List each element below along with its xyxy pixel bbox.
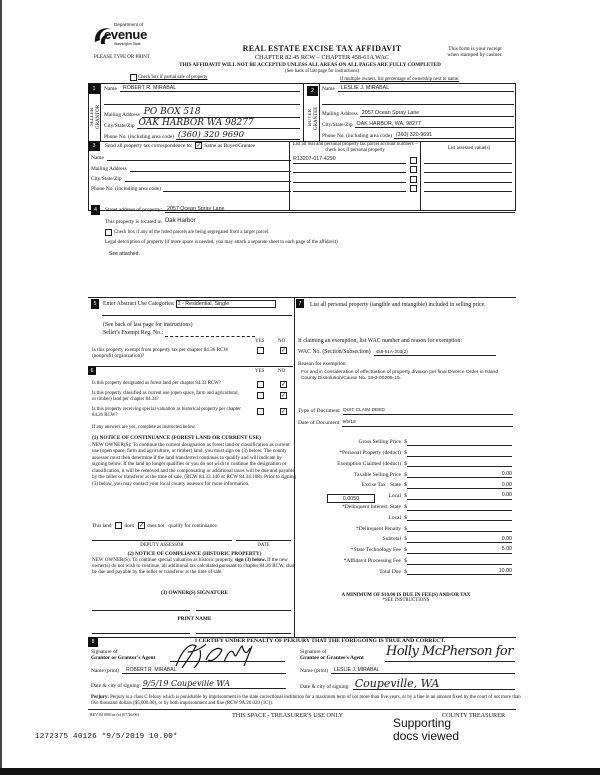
doc-type-field[interactable]: QUIT CLAIM DEED	[343, 408, 513, 415]
deputy-assessor-label: DEPUTY ASSESSOR	[140, 543, 184, 548]
divider	[88, 297, 516, 298]
corr-phone-row	[91, 186, 291, 192]
buyer-phone-field[interactable]: (360) 320-9691	[394, 132, 514, 139]
delinquent-interest-state-field[interactable]	[407, 510, 512, 511]
parcel-row	[293, 154, 417, 164]
affidavit-processing-fee-field[interactable]	[407, 564, 512, 565]
grantee-date-label: Date & city of signing:	[300, 683, 350, 690]
seller-city-field[interactable]: OAK HARBOR WA 98277	[137, 119, 300, 129]
assessor-date-label: DATE	[257, 543, 270, 548]
print-name-line-1[interactable]	[92, 633, 190, 634]
state-technology-fee-field[interactable]: 5.00	[407, 546, 512, 553]
historic-yes-checkbox[interactable]	[257, 408, 264, 415]
buyer-phone-label: Phone No. (including area code)	[322, 132, 392, 139]
partial-sale-row	[130, 74, 208, 81]
buyer-mailing-row	[322, 110, 514, 117]
nonprofit-yes-checkbox[interactable]	[257, 347, 264, 354]
seller-mailing-label: Mailing Address	[104, 111, 140, 118]
does-qualify-checkbox[interactable]	[115, 522, 122, 529]
currency-symbol: $	[404, 439, 407, 446]
buyer-name-line-2[interactable]	[322, 104, 514, 105]
treasurer-use-label: THIS SPACE - TREASURER'S USE ONLY	[232, 712, 344, 719]
partial-sale-label: Check box if partial sale of property	[138, 75, 208, 81]
exempt-reg-label: Seller's Exempt Reg. No.:	[103, 330, 164, 336]
grantor-signature-icon[interactable]	[172, 640, 262, 670]
receipt-note	[430, 46, 520, 59]
currency-symbol: $	[404, 547, 407, 554]
minimum-due-note: A MINIMUM OF $10.00 IS DUE IN FEE(S) AND/OR TAX	[341, 592, 471, 598]
owner-signature-line-2[interactable]	[196, 610, 291, 611]
dor-logo	[92, 22, 152, 52]
receipt-line-1: This form is your receipt	[448, 46, 502, 52]
divider	[303, 83, 304, 141]
stamp-line-2: docs viewed	[393, 729, 460, 744]
currency-symbol: $	[404, 450, 407, 456]
currency-symbol: $	[404, 557, 407, 564]
reason-label: Reason for exemption	[298, 361, 346, 367]
currency-symbol: $	[404, 514, 407, 521]
divider	[294, 297, 295, 637]
does-label: does	[124, 522, 134, 529]
wac-label: WAC No. (Section/Subsection)	[298, 349, 371, 355]
scan-bottom-border	[0, 768, 600, 775]
tax-row-label: *Delinquent Penalty	[355, 525, 401, 532]
section-5-line	[102, 315, 292, 316]
owner-signature-title: (3) OWNER(S) SIGNATURE	[161, 590, 228, 596]
located-label: This property is located in	[105, 218, 162, 225]
tax-row-excise-local	[300, 489, 512, 500]
subtotal-field[interactable]: 0.00	[407, 536, 512, 543]
use-category-row	[103, 300, 276, 308]
grantor-name-label: Name (print)	[91, 667, 119, 674]
buyer-city-row	[322, 121, 514, 128]
corr-mailing-row	[91, 166, 291, 172]
owner-signature-line-1[interactable]	[92, 610, 190, 611]
grantee-signature-line[interactable]	[385, 661, 515, 662]
grantee-name-label: Name (print)	[300, 667, 328, 674]
currency-symbol: $	[404, 536, 407, 543]
buyer-side-label: BUYER GRANTEE	[308, 106, 319, 130]
see-back-text: (See back of last page for instructions)	[284, 69, 360, 74]
yes-header: YES	[255, 369, 265, 374]
parcels-header: List all real and personal property tax parcel account numbers – check box if personal property	[292, 142, 418, 153]
grantor-date-row	[91, 679, 286, 689]
form-number: REV 84 0001ae (a) (07/26/06)	[90, 712, 139, 717]
corr-phone-label: Phone No. (including area code)	[91, 186, 161, 192]
assessor-date-line[interactable]	[236, 540, 291, 541]
tax-row-label: Local	[388, 493, 401, 500]
county-treasurer-label: COUNTY TREASURER	[442, 712, 506, 719]
notice-compliance-text-b: If the new owner(s) do not wish to continue, all additional tax calculated pursuant to chapter 84.26 RCW, shall be due and payable by the seller or transferor at the time of sale.	[92, 557, 296, 576]
wac-row	[298, 349, 496, 356]
form-title: REAL ESTATE EXCISE TAX AFFIDAVIT	[242, 44, 402, 53]
exempt-reg-row	[103, 330, 255, 337]
tax-row-delinquent-interest-local	[300, 511, 512, 522]
section-3-number: 3	[88, 141, 100, 151]
segregated-label: Check box if any of the listed parcels are being segregated from a larger parcel.	[114, 230, 270, 236]
parcel-number-field[interactable]: R13207-017-4290	[293, 156, 406, 164]
currency-symbol: $	[404, 471, 407, 478]
parcel-number-field[interactable]	[293, 175, 406, 183]
segregated-row	[105, 229, 269, 236]
doc-type-label: Type of Document	[298, 408, 340, 415]
personal-property-checkbox[interactable]	[410, 166, 417, 173]
corr-mailing-field[interactable]	[130, 167, 291, 172]
corr-name-label: Name	[91, 155, 104, 161]
notice-continuance-text: NEW OWNER(S): To continue the current designation as forest land or classification as current use (open space, farm and agriculture, or timber) land, you must sign on (3) below. The county assessor must then determine if the land transferred continues to qualify and will indicate by signing below. If the land no longer qualifies or you do not wish to continue the designation or classification, it will be removed and the compensating or additional taxes will be due and payable by the seller or transferor at the time of sale. (RCW 84.33.140 or RCW 84.34.108). Prior to signing (3) below, you may contact your local county assessor for more information.	[92, 442, 297, 487]
buyer-name-label: Name	[322, 85, 335, 92]
seller-city-label: City/State/Zip	[104, 122, 135, 129]
tax-calculation-table	[300, 435, 512, 575]
segregated-checkbox[interactable]	[105, 229, 112, 236]
total-due-field[interactable]: 10.00	[407, 568, 512, 575]
tax-row-label: *State Technology Fee	[350, 547, 401, 554]
stamp-line-1: Supporting	[393, 716, 452, 730]
logo-dept-text: Department of	[114, 22, 144, 27]
no-header: NO	[278, 369, 286, 374]
supporting-docs-stamp	[393, 717, 459, 743]
corr-name-row	[91, 155, 291, 161]
receipt-stamp: 1272375 40126 *9/5/2019 10.00*	[35, 733, 178, 741]
tax-row-delinquent-interest-state	[300, 500, 512, 511]
no-header: NO	[278, 339, 286, 344]
doc-date-label: Date of Document	[298, 420, 340, 427]
current-use-question: Is this property classified as current use (open space, farm and agricultural, or timber) land per chapter 84.34?	[92, 391, 239, 402]
tax-row-label: *Personal Property (deduct)	[339, 450, 401, 456]
continuance-row	[92, 522, 218, 529]
divider	[319, 83, 320, 141]
print-name-title: PRINT NAME	[177, 616, 212, 622]
divider	[88, 709, 516, 710]
located-city-field[interactable]: Oak Harbor	[164, 218, 196, 224]
delinquent-interest-local-field[interactable]	[407, 520, 512, 521]
buyer-city-field[interactable]: OAK HARBOR, WA, 98277	[355, 121, 514, 128]
seller-phone-row	[104, 129, 300, 140]
use-category-select[interactable]: 1 - Residential, Single	[176, 300, 276, 308]
section-4-number: 4	[91, 205, 100, 215]
current-use-yes-checkbox[interactable]	[257, 392, 264, 399]
assessed-value-field[interactable]	[424, 164, 512, 174]
tax-row-label: Local	[388, 514, 401, 521]
divider	[100, 83, 101, 141]
grantor-date-label: Date & city of signing:	[91, 682, 141, 689]
excise-tax-local-field[interactable]: 0.00	[407, 492, 512, 499]
same-as-buyer-checkbox[interactable]: ✓	[196, 142, 202, 149]
excise-tax-state-field[interactable]: 0.00	[407, 482, 512, 489]
scan-left-border	[0, 0, 2, 775]
seller-mailing-row	[104, 107, 300, 118]
seller-phone-label: Phone No. (including area code)	[104, 133, 174, 140]
doc-type-row	[298, 408, 513, 415]
seller-side-label: SELLER GRANTOR	[90, 104, 101, 130]
section-6-number: 6	[88, 366, 96, 375]
forest-land-yes-checkbox[interactable]	[257, 381, 264, 388]
located-row	[105, 218, 196, 225]
gross-selling-price-field[interactable]	[407, 445, 512, 446]
delinquent-penalty-field[interactable]	[407, 531, 512, 532]
legal-description-field[interactable]: See attached.	[109, 251, 140, 257]
currency-symbol: $	[404, 493, 407, 500]
if-yes-note: If any answers are yes, complete as instructed below.	[92, 425, 196, 430]
corr-city-field[interactable]	[125, 177, 291, 182]
perjury-statement	[91, 695, 521, 707]
section-5-see-back: (See back of last page for instructions)	[103, 322, 193, 328]
grantor-date-field[interactable]: 9/5/19 Coupeville WA	[142, 680, 286, 689]
notice-compliance-sign: sign (3) below.	[234, 557, 266, 563]
parcel-row	[293, 173, 417, 183]
grantor-name-row	[91, 667, 286, 674]
section-7-number: 7	[296, 299, 304, 308]
tax-row-gross-selling-price	[300, 435, 512, 446]
forest-land-no-checkbox[interactable]: ✓	[280, 381, 287, 388]
notice-compliance-text	[92, 557, 297, 575]
exemption-claimed-field[interactable]	[407, 466, 512, 467]
buyer-phone-row	[322, 132, 514, 139]
legal-description-label: Legal description of property (if more space is needed, you may attach a separate sheet to each page of the affidavit)	[105, 240, 338, 245]
tax-row-label: Total Due	[379, 568, 401, 575]
corr-name-field[interactable]	[107, 156, 291, 161]
tax-row-delinquent-penalty	[300, 521, 512, 532]
deputy-assessor-signature-line[interactable]	[92, 540, 232, 541]
exemption-label: If claiming an exemption, list WAC number and reason for exemption:	[298, 338, 462, 344]
grantee-date-field[interactable]: Coupeville, WA	[353, 678, 515, 690]
parcel-number-field[interactable]	[293, 184, 406, 192]
currency-symbol: $	[404, 568, 407, 575]
logo-revenue-text: evenue	[104, 27, 148, 42]
assessed-value-field[interactable]	[424, 173, 512, 183]
section-8-number: 8	[88, 637, 98, 647]
corr-mailing-label: Mailing Address	[91, 166, 127, 172]
current-use-no-checkbox[interactable]: ✓	[280, 392, 287, 399]
tax-row-personal-property	[300, 446, 512, 457]
currency-symbol: $	[404, 460, 407, 467]
form-warning: THIS AFFIDAVIT WILL NOT BE ACCEPTED UNLESS ALL AREAS ON ALL PAGES ARE FULLY COMPLETED	[179, 62, 441, 68]
parcel-number-field[interactable]	[293, 165, 406, 173]
correspondence-label: Send all property tax correspondence to:	[105, 142, 193, 149]
grantee-signature-label-1: Signature of	[300, 649, 327, 655]
tax-row-taxable-selling-price	[300, 467, 512, 478]
seller-phone-field[interactable]: (360) 320 9690	[176, 131, 300, 141]
perjury-bold: Perjury:	[91, 695, 109, 700]
does-not-qualify-checkbox[interactable]: ✓	[138, 522, 144, 529]
tax-row-label: Subtotal	[382, 536, 401, 543]
tax-row-subtotal	[300, 532, 512, 543]
currency-symbol: $	[404, 525, 407, 532]
tax-row-label: Gross Selling Price	[358, 439, 401, 446]
buyer-name-field[interactable]: LESLIE J. MIRABAL	[338, 85, 514, 92]
seller-mailing-field[interactable]: PO BOX 518	[142, 108, 300, 118]
parcel-row	[293, 183, 417, 193]
street-address-label: Street address of property:	[105, 206, 163, 213]
doc-date-row	[298, 420, 513, 427]
qualify-label: qualify for continuance.	[168, 522, 219, 529]
notice-compliance-title: (2) NOTICE OF COMPLIANCE (HISTORIC PROPERTY)	[127, 551, 262, 557]
personal-property-checkbox[interactable]	[410, 176, 417, 183]
assessed-value-field[interactable]	[424, 154, 512, 164]
grantee-name-row	[300, 667, 515, 674]
tax-row-label: *Affidavit Processing Fee	[343, 557, 401, 564]
tax-row-label: Exemption Claimed (deduct)	[337, 460, 401, 467]
seller-name-label: Name	[104, 85, 117, 92]
grantor-name-field[interactable]: ROBERT R. MIRABAL	[122, 667, 286, 674]
wac-field[interactable]: 458-61A-203(2)	[374, 349, 496, 356]
grantee-date-row	[300, 679, 515, 690]
buyer-city-label: City/State/Zip	[322, 121, 353, 128]
divider	[88, 366, 293, 367]
section-2-number: 2	[307, 86, 318, 96]
assessed-value-list	[424, 154, 512, 192]
form-chapter: CHAPTER 82.45 RCW – CHAPTER 458-61A WAC	[254, 54, 390, 61]
section-5-number: 5	[91, 299, 99, 309]
corr-phone-field[interactable]	[163, 187, 291, 192]
please-type-text: PLEASE TYPE OR PRINT	[94, 55, 150, 60]
tax-row-affidavit-processing-fee	[300, 554, 512, 565]
taxable-selling-price-field[interactable]: 0.00	[407, 471, 512, 478]
street-address-row	[105, 206, 515, 213]
personal-property-deduct-field[interactable]	[407, 456, 512, 457]
nonprofit-question: Is this property exempt from property tax per chapter 84.36 RCW (nonprofit organization)?	[92, 347, 229, 360]
same-as-buyer-label: Same as Buyer/Grantee	[204, 142, 256, 149]
tax-row-total-due	[300, 565, 512, 576]
seller-name-row	[104, 85, 300, 92]
street-address-field[interactable]: 2057 Ocean Spray Lane	[165, 206, 515, 213]
grantor-signature-label-1: Signature of	[91, 649, 118, 655]
correspondence-row	[105, 142, 255, 149]
buyer-name-row	[322, 85, 514, 92]
multiple-owners-note: If multiple owners, list percentage of ownership next to name.	[340, 77, 460, 82]
currency-symbol: $	[404, 482, 407, 489]
local-rate-field[interactable]: 0.0050	[327, 494, 375, 503]
tax-row-label: Excise Tax : State	[361, 482, 401, 489]
historic-question: Is this property receiving special valuation as historical property per chapter 84.26 RCW?	[92, 407, 241, 418]
grantee-name-field[interactable]: LESLIE J. MIRABAL	[331, 667, 515, 674]
receipt-line-2: when stamped by cashier.	[447, 52, 503, 59]
print-name-line-2[interactable]	[196, 633, 291, 634]
partial-sale-checkbox[interactable]	[130, 74, 137, 81]
does-not-label: does not	[146, 522, 165, 529]
divider	[289, 141, 290, 211]
seller-name-field[interactable]: ROBERT R. MIRABAL	[120, 85, 300, 92]
doc-date-field[interactable]: 9/5/19	[342, 420, 513, 427]
tax-row-excise-state	[300, 478, 512, 489]
section-1-number: 1	[88, 83, 100, 94]
buyer-mailing-label: Mailing Address	[322, 110, 358, 117]
seller-name-line-2[interactable]	[104, 104, 300, 105]
personal-property-checkbox[interactable]	[410, 157, 417, 164]
corr-city-row	[91, 176, 291, 182]
buyer-mailing-field[interactable]: 2057 Ocean Spray Lane	[360, 110, 514, 117]
notice-continuance-title: (1) NOTICE OF CONTINUANCE (FOREST LAND OR CURRENT USE)	[92, 435, 261, 441]
corr-city-label: City/State/Zip	[91, 176, 122, 182]
grantee-signature[interactable]: Holly McPherson for	[386, 644, 513, 659]
assessed-values-header: List assessed value(s)	[447, 146, 491, 151]
personal-property-checkbox[interactable]	[410, 185, 417, 192]
this-land-label: This land	[92, 522, 112, 529]
grantor-signature-label-2: Grantor or Grantor's Agent	[91, 655, 156, 661]
certify-statement: I CERTIFY UNDER PENALTY OF PERJURY THAT THE FOREGOING IS TRUE AND CORRECT.	[194, 638, 446, 644]
parcel-row	[293, 164, 417, 174]
logo-state-text: Washington State	[114, 42, 141, 46]
exempt-reg-field[interactable]	[165, 332, 255, 337]
divider	[420, 141, 421, 211]
personal-property-label: List all personal property (tangible and intangible) included in selling price.	[310, 302, 486, 308]
tax-row-label: Taxable Selling Price	[354, 471, 401, 478]
use-category-label: Enter Abstract Use Categories:	[103, 301, 175, 308]
reason-field[interactable]: For and in consideration of effectuation of property division per final Divorce Order in Island County Dissolution/Cause No. 18-3-00205-15.	[301, 370, 498, 381]
tax-row-label: *Delinquent Interest: State	[342, 503, 401, 510]
yes-header: YES	[255, 339, 265, 344]
grantee-signature-label-2: Grantee or Grantee's Agent	[300, 655, 364, 661]
nonprofit-no-checkbox[interactable]: ✓	[280, 347, 287, 354]
notice-compliance-text-a: NEW OWNER(S): To continue special valuation as historic property,	[92, 557, 234, 563]
assessed-value-field[interactable]	[424, 183, 512, 193]
parcel-list	[293, 154, 417, 192]
forest-land-question: Is this property designated as forest land per chapter 84.33 RCW?	[92, 381, 221, 386]
currency-symbol: $	[404, 503, 407, 510]
tax-row-exemption-claimed	[300, 457, 512, 468]
see-instructions-note: *SEE INSTRUCTIONS	[382, 598, 430, 603]
seller-city-row	[104, 118, 300, 129]
historic-no-checkbox[interactable]: ✓	[280, 408, 287, 415]
perjury-text: Perjury is a class C felony which is punishable by imprisonment in the state correctional institution for a maximum term of not more than five years, or by a fine in an amount fixed by the court of not more than five thousand dollars ($5,000.00), or by both imprisonment and fine (RCW 9A.20.020 (1C)).	[91, 695, 521, 707]
tax-row-state-technology-fee	[300, 543, 512, 554]
